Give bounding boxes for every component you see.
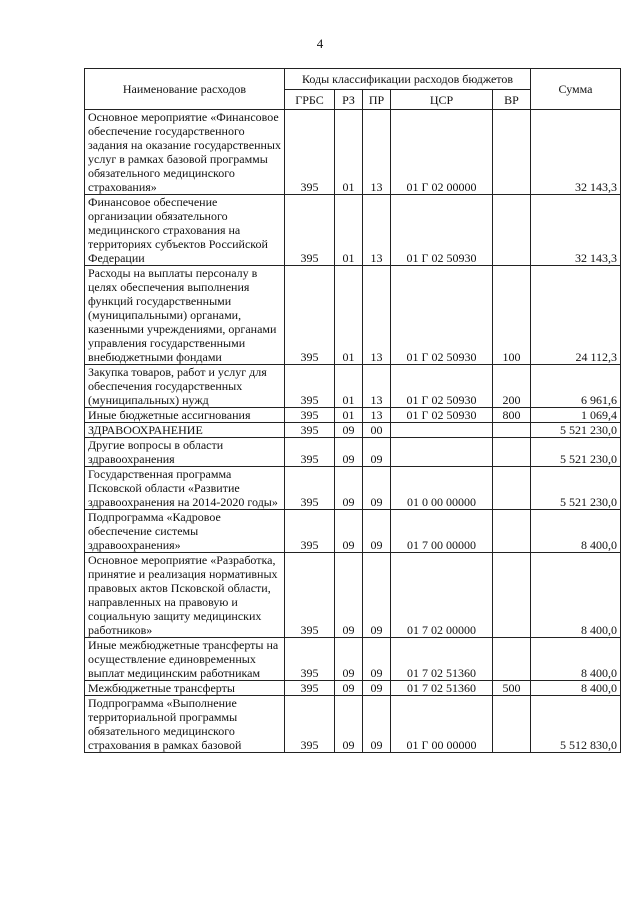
- header-rz: РЗ: [335, 90, 363, 110]
- cell-csr: [391, 423, 493, 438]
- table-row: [85, 408, 621, 423]
- cell-csr: 01 7 00 00000: [391, 510, 493, 553]
- cell-vr: 500: [493, 681, 531, 696]
- cell-vr: [493, 423, 531, 438]
- cell-amount: 24 112,3: [531, 266, 621, 365]
- table-row: [85, 638, 621, 681]
- cell-expense-name: Основное мероприятие «Финансовое обеспечение государственного задания на оказание государственных услуг в рамках базовой программы обязательного медицинского страхования»: [85, 110, 285, 195]
- header-vr: ВР: [493, 90, 531, 110]
- cell-grbs: 395: [285, 266, 335, 365]
- header-grbs: ГРБС: [285, 90, 335, 110]
- cell-amount: 8 400,0: [531, 638, 621, 681]
- cell-vr: [493, 110, 531, 195]
- cell-pr: 13: [363, 195, 391, 266]
- cell-rz: 09: [335, 510, 363, 553]
- table-row: [85, 696, 621, 753]
- cell-grbs: 395: [285, 467, 335, 510]
- header-csr: ЦСР: [391, 90, 493, 110]
- cell-amount: 32 143,3: [531, 195, 621, 266]
- cell-csr: 01 7 02 51360: [391, 638, 493, 681]
- cell-expense-name: Подпрограмма «Кадровое обеспечение системы здравоохранения»: [85, 510, 285, 553]
- cell-rz: 09: [335, 467, 363, 510]
- cell-pr: 09: [363, 681, 391, 696]
- cell-csr: [391, 438, 493, 467]
- cell-expense-name: Межбюджетные трансферты: [85, 681, 285, 696]
- cell-amount: 8 400,0: [531, 510, 621, 553]
- cell-pr: 09: [363, 467, 391, 510]
- cell-expense-name: Закупка товаров, работ и услуг для обеспечения государственных (муниципальных) нужд: [85, 365, 285, 408]
- header-amount: Сумма: [531, 69, 621, 110]
- cell-grbs: 395: [285, 681, 335, 696]
- cell-rz: 09: [335, 681, 363, 696]
- cell-grbs: 395: [285, 423, 335, 438]
- cell-expense-name: Государственная программа Псковской области «Развитие здравоохранения на 2014-2020 годы»: [85, 467, 285, 510]
- cell-rz: 09: [335, 553, 363, 638]
- header-pr: ПР: [363, 90, 391, 110]
- cell-vr: [493, 510, 531, 553]
- cell-grbs: 395: [285, 696, 335, 753]
- cell-vr: [493, 195, 531, 266]
- cell-csr: 01 Г 02 50930: [391, 365, 493, 408]
- page-number: 4: [316, 36, 324, 51]
- cell-pr: 09: [363, 553, 391, 638]
- table-row: [85, 423, 621, 438]
- cell-csr: 01 Г 00 00000: [391, 696, 493, 753]
- cell-amount: 8 400,0: [531, 553, 621, 638]
- cell-amount: 1 069,4: [531, 408, 621, 423]
- cell-expense-name: Финансовое обеспечение организации обязательного медицинского страхования на территориях субъектов Российской Федерации: [85, 195, 285, 266]
- cell-grbs: 395: [285, 408, 335, 423]
- cell-vr: [493, 696, 531, 753]
- cell-expense-name: Основное мероприятие «Разработка, принятие и реализация нормативных правовых актов Псковской области, направленных на правовую и социальную защиту медицинских работников»: [85, 553, 285, 638]
- cell-rz: 09: [335, 696, 363, 753]
- cell-rz: 09: [335, 438, 363, 467]
- cell-pr: 00: [363, 423, 391, 438]
- cell-rz: 09: [335, 638, 363, 681]
- cell-pr: 09: [363, 510, 391, 553]
- cell-amount: 5 521 230,0: [531, 423, 621, 438]
- cell-csr: 01 0 00 00000: [391, 467, 493, 510]
- cell-amount: 8 400,0: [531, 681, 621, 696]
- cell-csr: 01 Г 02 50930: [391, 408, 493, 423]
- table-row: [85, 195, 621, 266]
- cell-grbs: 395: [285, 553, 335, 638]
- table-row: [85, 553, 621, 638]
- cell-expense-name: Расходы на выплаты персоналу в целях обеспечения выполнения функций государственными (муниципальными) органами, казенными учреждениями, органами управления государственными внебюджетными фондами: [85, 266, 285, 365]
- table-row: [85, 365, 621, 408]
- cell-grbs: 395: [285, 510, 335, 553]
- table-row: [85, 110, 621, 195]
- cell-amount: 5 512 830,0: [531, 696, 621, 753]
- cell-grbs: 395: [285, 365, 335, 408]
- cell-pr: 09: [363, 438, 391, 467]
- cell-grbs: 395: [285, 110, 335, 195]
- cell-pr: 13: [363, 365, 391, 408]
- cell-pr: 09: [363, 696, 391, 753]
- cell-pr: 09: [363, 638, 391, 681]
- cell-rz: 09: [335, 423, 363, 438]
- cell-grbs: 395: [285, 438, 335, 467]
- cell-vr: 200: [493, 365, 531, 408]
- cell-csr: 01 Г 02 50930: [391, 266, 493, 365]
- cell-grbs: 395: [285, 638, 335, 681]
- cell-vr: 100: [493, 266, 531, 365]
- header-classification-codes: Коды классификации расходов бюджетов: [285, 69, 531, 90]
- table-row: [85, 467, 621, 510]
- cell-vr: [493, 553, 531, 638]
- budget-expenses-table: [84, 68, 621, 753]
- cell-pr: 13: [363, 266, 391, 365]
- cell-expense-name: Иные межбюджетные трансферты на осуществление единовременных выплат медицинским работникам: [85, 638, 285, 681]
- cell-vr: [493, 467, 531, 510]
- cell-expense-name: Подпрограмма «Выполнение территориальной программы обязательного медицинского страхования в рамках базовой: [85, 696, 285, 753]
- cell-expense-name: Иные бюджетные ассигнования: [85, 408, 285, 423]
- table-row: [85, 266, 621, 365]
- cell-rz: 01: [335, 365, 363, 408]
- table-body: [85, 110, 621, 753]
- cell-amount: 5 521 230,0: [531, 438, 621, 467]
- cell-vr: [493, 438, 531, 467]
- cell-csr: 01 7 02 00000: [391, 553, 493, 638]
- cell-rz: 01: [335, 195, 363, 266]
- cell-vr: 800: [493, 408, 531, 423]
- cell-csr: 01 Г 02 00000: [391, 110, 493, 195]
- cell-grbs: 395: [285, 195, 335, 266]
- cell-pr: 13: [363, 110, 391, 195]
- header-expense-name: Наименование расходов: [85, 69, 285, 110]
- table-row: [85, 681, 621, 696]
- table-row: [85, 438, 621, 467]
- cell-pr: 13: [363, 408, 391, 423]
- cell-rz: 01: [335, 408, 363, 423]
- cell-amount: 5 521 230,0: [531, 467, 621, 510]
- cell-csr: 01 Г 02 50930: [391, 195, 493, 266]
- cell-csr: 01 7 02 51360: [391, 681, 493, 696]
- cell-vr: [493, 638, 531, 681]
- cell-amount: 32 143,3: [531, 110, 621, 195]
- cell-rz: 01: [335, 110, 363, 195]
- cell-amount: 6 961,6: [531, 365, 621, 408]
- cell-expense-name: Другие вопросы в области здравоохранения: [85, 438, 285, 467]
- cell-rz: 01: [335, 266, 363, 365]
- cell-expense-name: ЗДРАВООХРАНЕНИЕ: [85, 423, 285, 438]
- table-row: [85, 510, 621, 553]
